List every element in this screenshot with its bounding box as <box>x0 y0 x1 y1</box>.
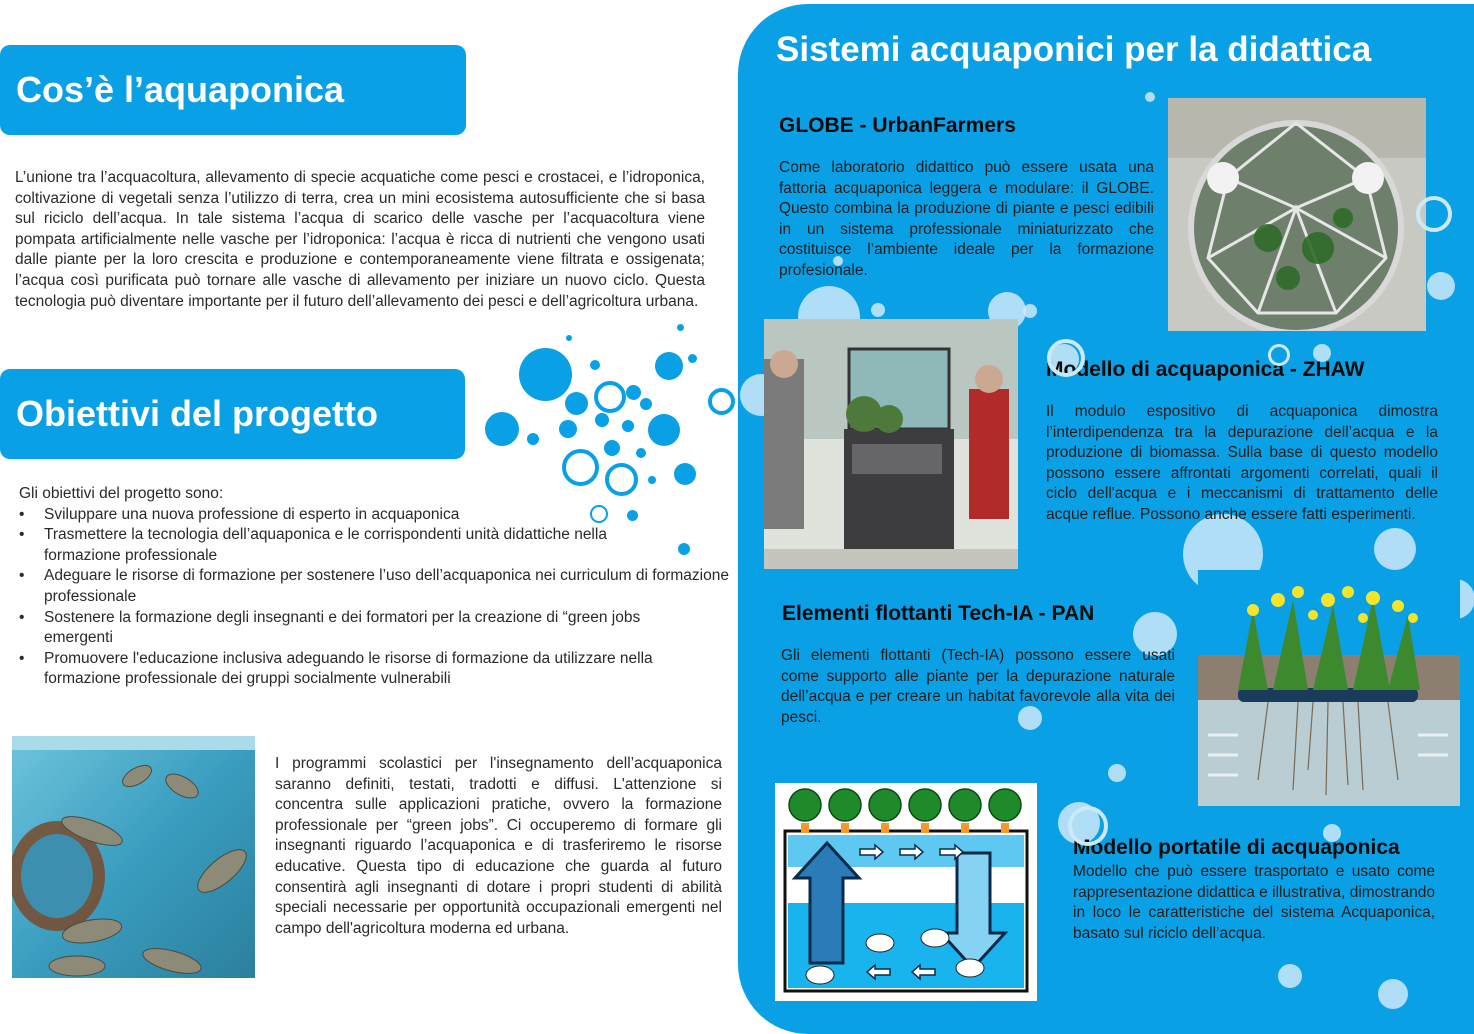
bubble-icon <box>562 449 599 486</box>
objectives-intro: Gli obiettivi del progetto sono: <box>19 485 224 502</box>
globe-description: Come laboratorio didattico può essere usata una fattoria acquaponica leggera e modulare: il GLOBE. Questo combina la produzione di piante e pesci edibili in un sistema professionale miniaturizzato che costituisce l’ambiente ideale per la formazione profesionale. <box>779 159 1154 279</box>
bubble-icon <box>1374 528 1416 570</box>
bubble-icon <box>677 324 684 331</box>
section-heading-aquaponica <box>0 45 466 135</box>
bubble-icon <box>627 510 638 521</box>
bubble-icon <box>626 385 641 400</box>
section-heading-objectives <box>0 369 465 459</box>
bubble-icon <box>678 543 690 555</box>
bubble-icon <box>1068 806 1108 846</box>
bubble-icon <box>1427 272 1455 300</box>
bubble-icon <box>648 476 656 484</box>
floating-element-illustration <box>1198 570 1460 806</box>
bubble-icon <box>1268 344 1290 366</box>
bubble-icon <box>708 388 735 415</box>
bubble-icon <box>688 354 697 363</box>
bubble-icon <box>1378 979 1408 1009</box>
objectives-block <box>19 484 729 690</box>
bubble-icon <box>640 398 652 410</box>
bubble-icon <box>594 381 626 413</box>
bubble-icon <box>648 414 680 446</box>
programs-description: I programmi scolastici per l'insegnamento dell’acquaponica saranno definiti, testati, tradotti e diffusi. L'attenzione si concentra sulle applicazioni pratiche, ovvero la formazione professionale per “green jobs”. Ci occuperemo di formare gli insegnanti riguardo l’acquaponica e di trasferiremo le risorse educative. Questa tipo di educazione che guarda al futuro consentirà agli insegnanti di dotare i propri studenti di abilità speciali necessarie per opportunità occupazionali emergenti nel campo dell'agricoltura moderna ed urbana. <box>275 755 722 937</box>
zhaw-model-photo <box>764 319 1018 569</box>
section-heading-objectives-label: Obiettivi del progetto <box>16 393 379 434</box>
list-item: • Adeguare le risorse di formazione per sostenere l’uso dell’acquaponica nei curriculum di formazione professionale <box>19 566 729 607</box>
bubble-icon <box>636 448 646 458</box>
section-heading-aquaponica-label: Cos’è l’aquaponica <box>16 69 345 110</box>
bubble-icon <box>605 463 638 496</box>
aquaponica-description: L’unione tra l’acquacoltura, allevamento di specie acquatiche come pesci e crostacei, e l’idroponica, coltivazione di vegetali senza l’utilizzo di terra, crea un mini ecosistema autosufficiente che si basa sul riciclo dell’acqua. In tale sistema l’acqua di scarico delle vasche per l’acquacoltura viene pompata artificialmente nelle vasche per l’idroponica: l’acqua è ricca di nutrienti che vengono usati dalle piante per la loro crescita e produzione e contemporaneamente viene filtrata e ossigenata; l’acqua così purificata può tornare alle vasche di allevamento per iniziare un nuovo ciclo. Questa tecnologia può diventare importante per il futuro dell’allevamento dei pesci e dell’agricoltura urbana. <box>15 169 705 310</box>
bubble-icon <box>1108 764 1126 782</box>
bubble-icon <box>871 303 885 317</box>
zhaw-title: Modello di acquaponica - ZHAW <box>1046 358 1365 381</box>
globe-photo <box>1168 98 1426 331</box>
list-item: • Trasmettere la tecnologia dell’aquaponica e le corrispondenti unità didattiche nella formazione professionale <box>19 525 729 566</box>
techia-title: Elementi flottanti Tech-IA - PAN <box>782 602 1095 625</box>
portable-model-diagram <box>775 783 1037 1001</box>
portable-description: Modello che può essere trasportato e usato come rappresentazione didattica e illustrativa, dimostrando in loco le caratteristiche del sistema Acquaponica, basato sul riciclo dell’acqua. <box>1073 863 1435 942</box>
bubble-icon <box>519 348 572 401</box>
techia-description: Gli elementi flottanti (Tech-IA) possono essere usati come supporto alle piante per la depurazione naturale dell’acqua e per creare un habitat favorevole alla vita dei pesci. <box>781 647 1175 726</box>
bubble-icon <box>485 412 519 446</box>
bubble-icon <box>1047 339 1085 377</box>
zhaw-description: Il modulo espositivo di acquaponica dimostra l’interdipendenza tra la depurazione dell’acqua e la produzione di biomassa. Sulla base di questo modello possono essere affrontati argomenti correlati, quali il ciclo dell'acqua e i meccanismi di trattamento delle acque reflue. Possono anche essere fatti esperimenti. <box>1046 403 1438 523</box>
bubble-icon <box>590 360 600 370</box>
bubble-icon <box>595 413 609 427</box>
bubble-icon <box>1416 196 1452 232</box>
bubble-icon <box>604 440 620 456</box>
bubble-icon <box>1145 92 1155 102</box>
bubble-icon <box>1023 304 1037 318</box>
bubble-icon <box>674 463 696 485</box>
list-item: • Sostenere la formazione degli insegnanti e dei formatori per la creazione di “green jobs emergenti <box>19 608 729 649</box>
bubble-icon <box>565 392 588 415</box>
portable-title: Modello portatile di acquaponica <box>1073 836 1400 859</box>
bubble-icon <box>1278 964 1302 988</box>
bubble-icon <box>559 420 577 438</box>
panel-title: Sistemi acquaponici per la didattica <box>776 30 1372 69</box>
bubble-icon <box>566 335 572 341</box>
globe-title: GLOBE - UrbanFarmers <box>779 114 1016 137</box>
bubble-icon <box>590 505 608 523</box>
fish-tank-photo <box>12 736 255 978</box>
list-item: • Sviluppare una nuova professione di esperto in acquaponica <box>19 505 729 526</box>
bubble-icon <box>655 352 683 380</box>
list-item: • Promuovere l'educazione inclusiva adeguando le risorse di formazione da utilizzare nella formazione professionale dei gruppi socialmente vulnerabili <box>19 649 729 690</box>
bubble-icon <box>527 433 539 445</box>
objectives-list <box>19 505 729 690</box>
bubble-icon <box>622 420 634 432</box>
